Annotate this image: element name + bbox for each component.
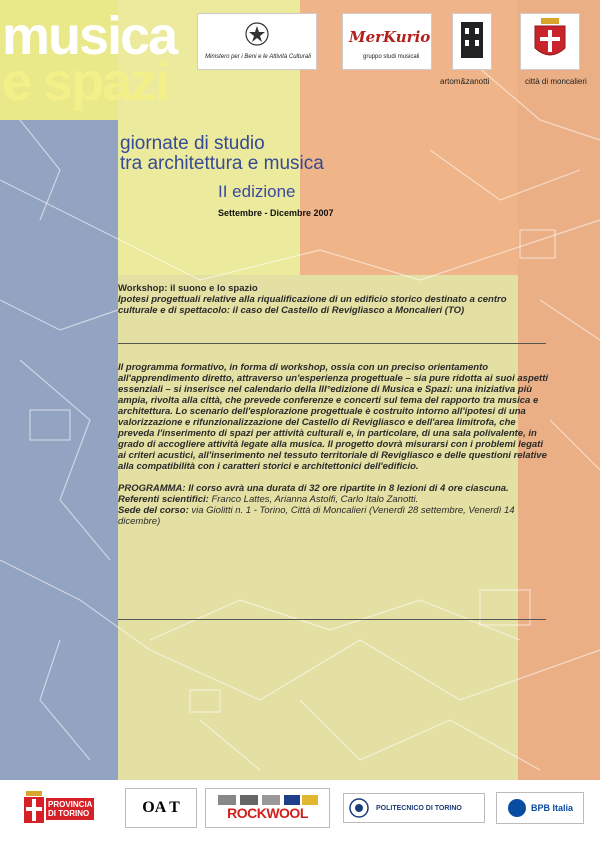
bpb-logo [496,792,584,824]
provincia-label [46,798,94,820]
divider-top [118,343,546,344]
provincia-line-2: DI TORINO [48,809,90,818]
subtitle-line-1: giornate di studio [120,133,265,154]
polito-label: POLITECNICO DI TORINO [376,804,462,812]
programme-paragraph: Il programma formativo, in forma di workshop, ossia con un preciso orientamento all'apprendimento diretto, attraverso un'esperienza progettuale – sia pure ridotta ai suoi aspetti essenziali – si inserisce nel calendario della III°edizione di Musica e Spazi: una iniziativa più ampia, rivolta alla città, che prevede conferenze e concerti sul tema del rapporto tra musica e architettura. Lo scenario dell'esplorazione progettuale è costruito intorno all'ipotesi di una valorizzazione e rifunzionalizzazione del Castello di Revigliasco e dell'area limitrofa, che preveda l'inserimento di spazi per attività culturali e, in particolare, di una sala polivalente, in grado di accogliere attività legate alla musica. Il progetto dovrà misurarsi con i problemi legati ai criteri acustici, all'inserimento nel tessuto territoriale di Revigliasco e delle questioni relative alla compatibilità con i caratteri storici e architettonici dell'edificio. [118,362,549,472]
moncalieri-caption: città di moncalieri [525,77,587,86]
bpb-label: BPB Italia [530,803,573,813]
rockwool-label: ROCKWOOL [227,805,308,821]
title-musica: musica [2,6,177,66]
artom-logo [452,13,492,70]
programma-text: Il corso avrà una durata di 32 ore ripartite in 8 lezioni di 4 ore ciascuna. [185,483,509,494]
referenti-text: Franco Lattes, Arianna Astolfi, Carlo Italo Zanotti. [208,494,419,505]
moncalieri-logo [520,13,580,70]
sede-label: Sede del corso: [118,505,189,516]
programma-label: PROGRAMMA: [118,483,186,494]
ministero-logo [197,13,317,70]
edition-label: II edizione [218,182,296,201]
workshop-section [118,283,548,316]
stripes-icon [218,795,318,805]
provincia-line-1: PROVINCIA [48,800,93,809]
sede-text: via Giolitti n. 1 - Torino, Città di Moncalieri (Venerdì 28 settembre, Venerdì 14 dicembre) [118,505,515,527]
italian-emblem-icon [198,14,316,69]
oat-logo [125,788,197,828]
programma-line [118,483,548,494]
referenti-line [118,494,548,505]
divider-bottom [118,619,546,620]
provincia-logo [22,790,114,828]
merkurio-name: MerKurio [349,28,431,46]
artom-caption: artom&zanotti [440,77,490,86]
subtitle [120,134,324,174]
subtitle-line-2: tra architettura e musica [120,153,324,174]
workshop-description: Ipotesi progettuali relative alla riqualificazione di un edificio storico destinato a centro culturale e di spettacolo: il caso del Castello di Revigliasco a Moncalieri (TO) [118,294,507,316]
rockwool-logo [205,788,330,828]
sede-line [118,505,548,527]
workshop-label: Workshop: il suono e lo spazio [118,283,258,294]
building-icon [453,14,491,69]
programme-section [118,362,548,527]
polito-logo [343,793,485,823]
referenti-label: Referenti scientifici: [118,494,209,505]
merkurio-caption: gruppo studi musicali [363,54,420,60]
oat-label: OA T [142,799,180,816]
dates-label: Settembre - Dicembre 2007 [218,208,334,218]
crest-icon [521,14,579,69]
polito-seal-icon [348,797,370,819]
ministero-caption: Ministero per i Beni e le Attività Culturali [205,54,311,60]
merkurio-logo [342,13,432,70]
bull-crest-icon [22,791,46,827]
bpb-circle-icon [507,798,527,818]
title-spazi: e spazi [2,52,169,112]
